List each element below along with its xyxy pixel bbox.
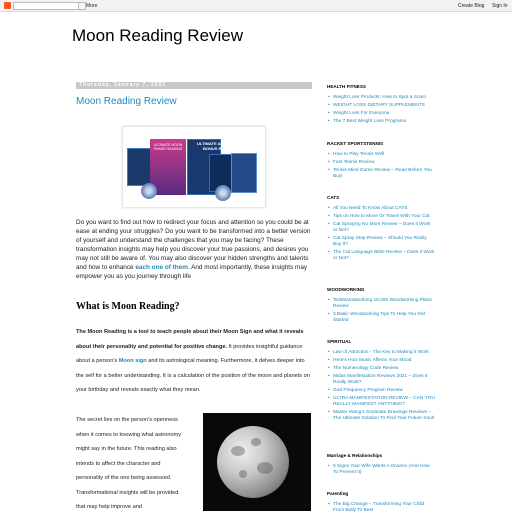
sidebar-heading: Parenting bbox=[327, 491, 349, 496]
sidebar-link[interactable]: • Master Wang's Soulmate Drawings Reviews – The Ultimate Solution To Find Your Future Soul! bbox=[333, 410, 435, 422]
sidebar-heading: CATS bbox=[327, 195, 340, 200]
blogger-navbar bbox=[0, 0, 512, 12]
sidebar-link[interactable]: • God Frequency Program Review bbox=[333, 388, 435, 394]
dvd-disc-icon bbox=[141, 183, 157, 199]
sidebar-section-cats bbox=[327, 195, 435, 264]
main-column bbox=[76, 82, 312, 510]
blogger-logo-icon[interactable] bbox=[4, 2, 11, 9]
sidebar-link[interactable]: • All You Need To Know About CATS bbox=[333, 206, 435, 212]
sidebar-link[interactable]: • Cat Spray Stop Review – Should You Really Buy It? bbox=[333, 236, 435, 248]
sidebar-link[interactable]: • The Cat Language Bible Review – Does it Work or Not? bbox=[333, 250, 435, 262]
sidebar-link[interactable]: • Weight Loss Products: How to Spot a Scam bbox=[333, 95, 435, 101]
sidebar-section-racket bbox=[327, 141, 435, 182]
moon-image bbox=[203, 413, 311, 511]
navbar-search-input[interactable] bbox=[13, 2, 80, 10]
moon-reading-paragraph bbox=[76, 325, 312, 398]
moon-sign-link[interactable]: Moon sign bbox=[118, 358, 147, 364]
secret-paragraph: The secret lies on the person's openness when it comes to knowing what astronomy might say in the future. This reading also intends to affect the character and personality of the one being assessed. Transformational insights will be provided that may help improve and bbox=[76, 417, 182, 510]
section-heading: What is Moon Reading? bbox=[76, 301, 180, 312]
sidebar-section-health bbox=[327, 84, 435, 127]
sidebar-link[interactable]: • Tips on How to Move Or Travel With Your Cat bbox=[333, 214, 435, 220]
sidebar-link[interactable]: • Midas Manifestation Reviews 2021 – Does it Really Work? bbox=[333, 374, 435, 386]
sidebar-heading: RACKET SPORTSTENNIS bbox=[327, 141, 384, 146]
sidebar-link[interactable]: • The Numerology Code Review bbox=[333, 366, 435, 372]
sidebar-link[interactable]: • Fast Tennis Review bbox=[333, 160, 435, 166]
search-icon[interactable] bbox=[78, 2, 86, 10]
sidebar-link[interactable]: • How to Play Tennis Well bbox=[333, 152, 435, 158]
more-menu[interactable]: More bbox=[86, 3, 98, 9]
intro-link[interactable]: each one of them bbox=[135, 264, 188, 271]
sidebar-link[interactable]: • 5 Signs Your Wife Wants A Divorce (And How To Prevent It) bbox=[333, 464, 435, 476]
sidebar-link[interactable]: • 3 Basic Woodworking Tips To Help You Get Started bbox=[333, 312, 435, 324]
product-sub-text: BONUS READING bbox=[202, 146, 237, 151]
blog-title[interactable]: Moon Reading Review bbox=[72, 26, 244, 45]
sidebar-heading: HEALTH FITNESS bbox=[327, 84, 366, 89]
sidebar-link[interactable]: • Here's How Music Affects Your Mood bbox=[333, 358, 435, 364]
product-title-text: ULTIMATE ASTROLOGY bbox=[197, 141, 243, 146]
sidebar-link[interactable]: • TedsWoodworking 16,000 Woodworking Plans Review bbox=[333, 298, 435, 310]
post-date: Thursday, January 7, 2021 bbox=[76, 82, 312, 89]
product-box-far-right bbox=[231, 153, 257, 193]
sign-in-link[interactable]: Sign In bbox=[492, 3, 508, 9]
para2-tail: and its astrological meaning. Furthermore, it delves deeper into the self for a better understanding. It is a calculation of the position of the moon and planets on your birthday and reveals exactly what they mean. bbox=[76, 358, 310, 393]
sidebar-link[interactable]: • WEIGHT LOSS DIETARY SUPPLEMENTS bbox=[333, 103, 435, 109]
sidebar-link[interactable]: • The Big Change – Transforming Your Child From Bully To Best bbox=[333, 502, 435, 514]
product-title bbox=[197, 141, 243, 151]
intro-paragraph bbox=[76, 218, 312, 281]
create-blog-link[interactable]: Create Blog bbox=[458, 3, 485, 9]
sidebar-link[interactable]: • Tennis Mind Game Review – Read Before You Buy! bbox=[333, 168, 435, 180]
sidebar-heading: SPIRITUAL bbox=[327, 339, 352, 344]
sidebar-section-woodworking bbox=[327, 287, 435, 326]
moon-icon bbox=[217, 426, 289, 498]
sidebar-link[interactable]: • The 7 Best Weight Loss Programs bbox=[333, 119, 435, 125]
intro-text: Do you want to find out how to redirect your focus and attention so you could be at ease at ending your struggles? Do you want to be transformed into a better version of yourself and understand the challenges that you may be facing? These transformation insights may help you discover your true passions, and desires you may not still be aware of. You may also discover your hidden strengths and talents and how to enhance bbox=[76, 219, 311, 271]
para2-text: It provides insightful guidance about a person's bbox=[76, 343, 303, 364]
sidebar-section-spiritual bbox=[327, 339, 435, 424]
intro-tail: . And most importantly, these insights may empower you as you journey through life bbox=[76, 264, 308, 280]
post-title[interactable]: Moon Reading Review bbox=[76, 96, 177, 107]
sidebar-section-parenting bbox=[327, 491, 435, 516]
para2-bold: The Moon Reading is a tool to teach people about their Moon Sign and what it reveals about their personality and potential for positive change. bbox=[76, 329, 304, 350]
sidebar-heading: WOODWORKING bbox=[327, 287, 365, 292]
sidebar-link[interactable]: • Cat Spraying No More Review – Does It Work or Not? bbox=[333, 222, 435, 234]
sidebar-link[interactable]: • Weight Loss For Everyone bbox=[333, 111, 435, 117]
sidebar-link[interactable]: • ULTRA MANIFESTATION REVIEW – CAN YOU REALLY MANIFEST ANYTHING? bbox=[333, 396, 435, 408]
sidebar-section-marriage bbox=[327, 453, 435, 478]
product-image bbox=[122, 126, 266, 208]
dvd-disc-icon bbox=[215, 185, 231, 201]
product-box-left-label: ULTIMATE MOON PHASE READING bbox=[153, 143, 183, 151]
sidebar-heading: Marriage & Relationships bbox=[327, 453, 383, 458]
sidebar-link[interactable]: • Law of Attraction - The Key to Making it Work bbox=[333, 350, 435, 356]
